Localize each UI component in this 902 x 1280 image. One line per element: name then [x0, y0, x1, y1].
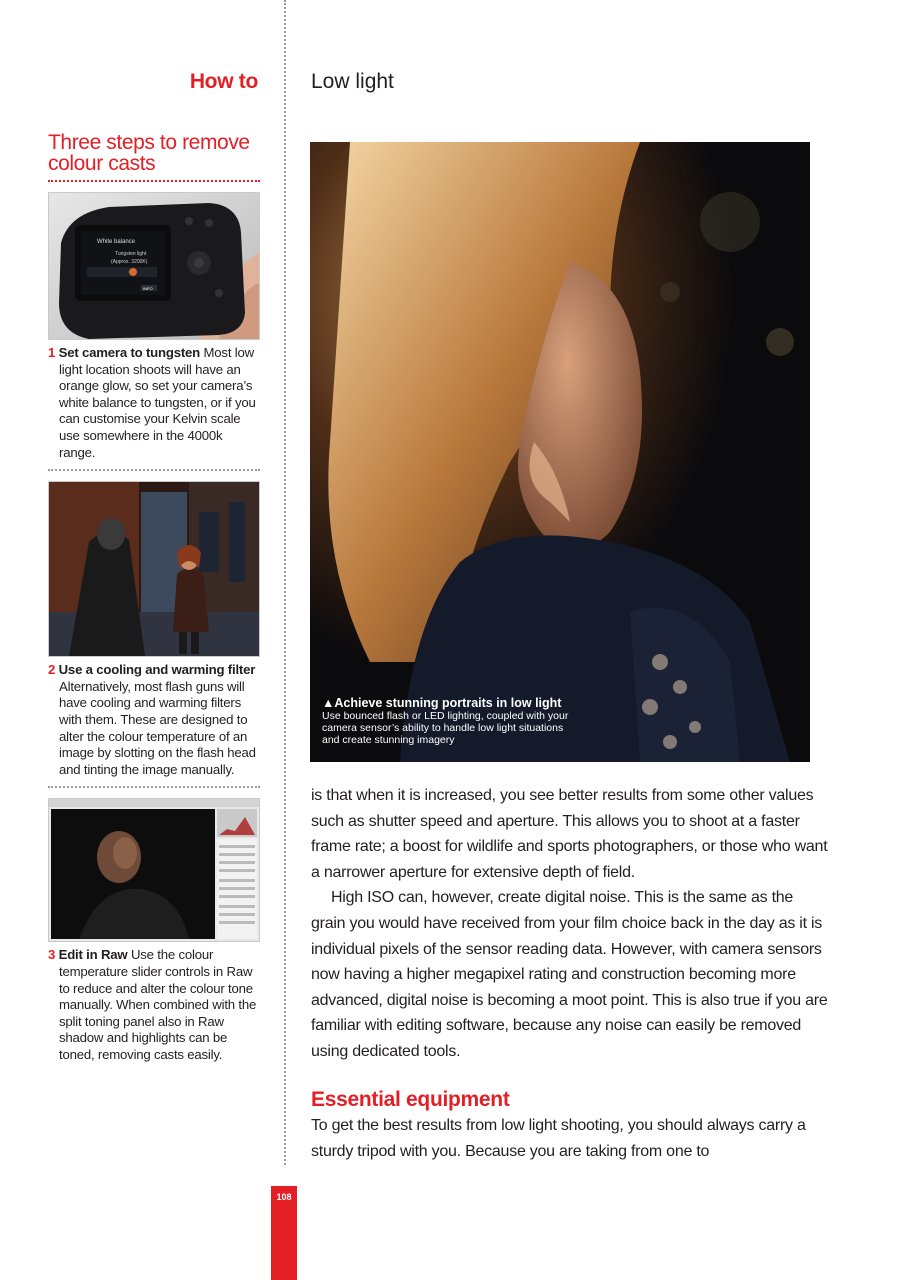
- step1-camera-photo: [48, 192, 260, 340]
- step-2: [48, 662, 260, 778]
- essential-equipment-heading: Essential equipment: [311, 1088, 510, 1111]
- step-1-number: 1: [48, 345, 56, 360]
- step-separator: [48, 469, 260, 471]
- page-number: 108: [276, 1192, 292, 1202]
- caption-text: Use bounced flash or LED lighting, coupled with your camera sensor’s ability to handle low light situations and create stunning imagery: [322, 710, 569, 746]
- section-label: How to: [189, 70, 258, 93]
- lcd-label: White balance: [97, 239, 136, 245]
- column-divider: [284, 0, 286, 1165]
- lcd-value-kelvin: (Approx. 3200K): [111, 259, 148, 265]
- hero-portrait-photo: [310, 142, 810, 762]
- step-3: [48, 947, 260, 1063]
- step-3-number: 3: [48, 947, 56, 963]
- body-text-block: [311, 783, 831, 1065]
- body-paragraph-1: is that when it is increased, you see better results from some other values such as shutter speed and aperture. This allows you to shoot at a faster frame rate; a boost for wildlife and sports photographers, or those who want a narrower aperture for extensive depth of field.: [311, 787, 828, 881]
- step-1-title: Set camera to tungsten: [58, 345, 201, 360]
- sidebar-heading-line2: colour casts: [48, 152, 156, 175]
- sidebar-steps: [48, 132, 260, 1063]
- body-text-block-2: [311, 1113, 831, 1164]
- step-1: [48, 345, 260, 461]
- step-2-text: Alternatively, most flash guns will have cooling and warming filters with them. These are designed to alter the colour temperature of an image by slotting on the flash head and tinting the image manually.: [59, 678, 256, 777]
- step2-alley-photo: [48, 481, 260, 657]
- body-paragraph-3: To get the best results from low light shooting, you should always carry a sturdy tripod with you. Because you are taking from one to: [311, 1117, 806, 1160]
- page-title: Low light: [311, 70, 394, 93]
- lcd-value: Tungsten light: [115, 251, 147, 257]
- caption-title: ▲Achieve stunning portraits in low light: [322, 696, 562, 710]
- step-2-title: Use a cooling and warming filter: [58, 662, 256, 678]
- lcd-info-button: INFO: [143, 286, 153, 291]
- step-separator: [48, 786, 260, 788]
- step-3-text: Use the colour temperature slider controls in Raw to reduce and alter the colour tone manually. When combined with the split toning panel also in Raw shadow and highlights can be toned, removing casts easily.: [59, 947, 257, 1062]
- body-paragraph-2: High ISO can, however, create digital noise. This is the same as the grain you would have received from your film choice back in the day as it is individual pixels of the sensor reading data. However, with camera sensors now having a higher megapixel rating and construction becoming more advanced, digital noise is becoming a moot point. This is also true if you are familiar with editing software, because any noise can easily be removed using dedicated tools.: [311, 889, 828, 1060]
- sidebar-heading-line1: Three steps to remove: [48, 131, 250, 154]
- step-3-title: Edit in Raw: [58, 947, 128, 963]
- page-number-tab: [271, 1186, 297, 1280]
- hero-caption: [322, 697, 582, 746]
- step-1-text: Most low light location shoots will have an orange glow, so set your camera’s white balance to tungsten, or if you can customise your Kelvin scale use somewhere in the 4000k range.: [59, 345, 256, 460]
- sidebar-heading: [48, 132, 260, 182]
- step3-raw-editor-screenshot: [48, 798, 260, 942]
- step-2-number: 2: [48, 662, 56, 678]
